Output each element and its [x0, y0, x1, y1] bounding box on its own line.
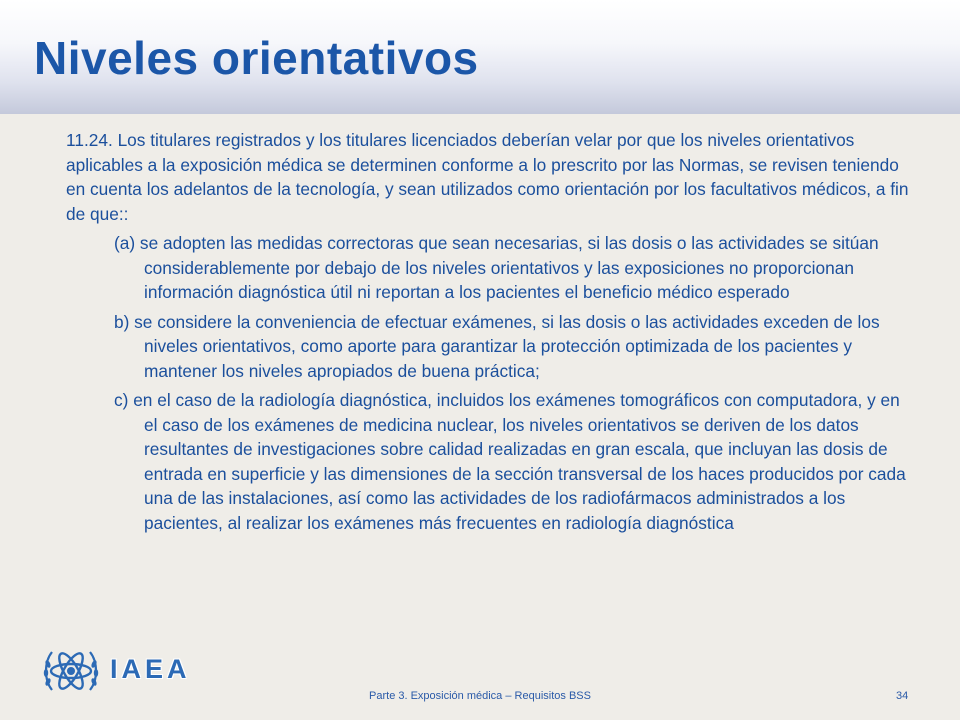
page-number: 34 [896, 690, 909, 702]
intro-paragraph: 11.24. Los titulares registrados y los titulares licenciados deberían velar por que los niveles orientativos aplicables a la exposición médica se determinen conforme a lo prescrito por las Normas, se revisen teniendo en cuenta los adelantos de la tecnología, y sean utilizados como orientación por los facultativos médicos, a fin de que:: [66, 130, 909, 224]
list-item-b: b) se considere la conveniencia de efectuar exámenes, si las dosis o las actividades exceden de los niveles orientativos, como aporte para garantizar la protección optimizada de los pacientes y mantener los niveles apropiados de buena práctica; [114, 311, 880, 381]
slide-body [66, 128, 916, 535]
iaea-emblem-icon [40, 640, 102, 702]
list-item-c: c) en el caso de la radiología diagnóstica, incluidos los exámenes tomográficos con computadora, y en el caso de los exámenes de medicina nuclear, los niveles orientativos se deriven de los datos resultantes de investigaciones sobre calidad realizadas en gran escala, que incluyan las dosis de entrada en superficie y las dimensiones de la sección transversal de los haces producidos por cada una de las instalaciones, así como las actividades de los radiofármacos administrados a los pacientes, al realizar los exámenes más frecuentes en radiología diagnóstica [114, 390, 906, 533]
slide-title: Niveles orientativos [34, 32, 479, 84]
title-banner [0, 0, 960, 114]
iaea-logo-text: IAEA [110, 654, 191, 684]
list-item-a: (a) se adopten las medidas correctoras que sean necesarias, si las dosis o las actividades se sitúan considerablemente por debajo de los niveles orientativos y las exposiciones no proporcionan información diagnóstica útil ni reportan a los pacientes el beneficio médico esperado [114, 233, 879, 302]
footer-caption: Parte 3. Exposición médica – Requisitos BSS [369, 690, 591, 702]
